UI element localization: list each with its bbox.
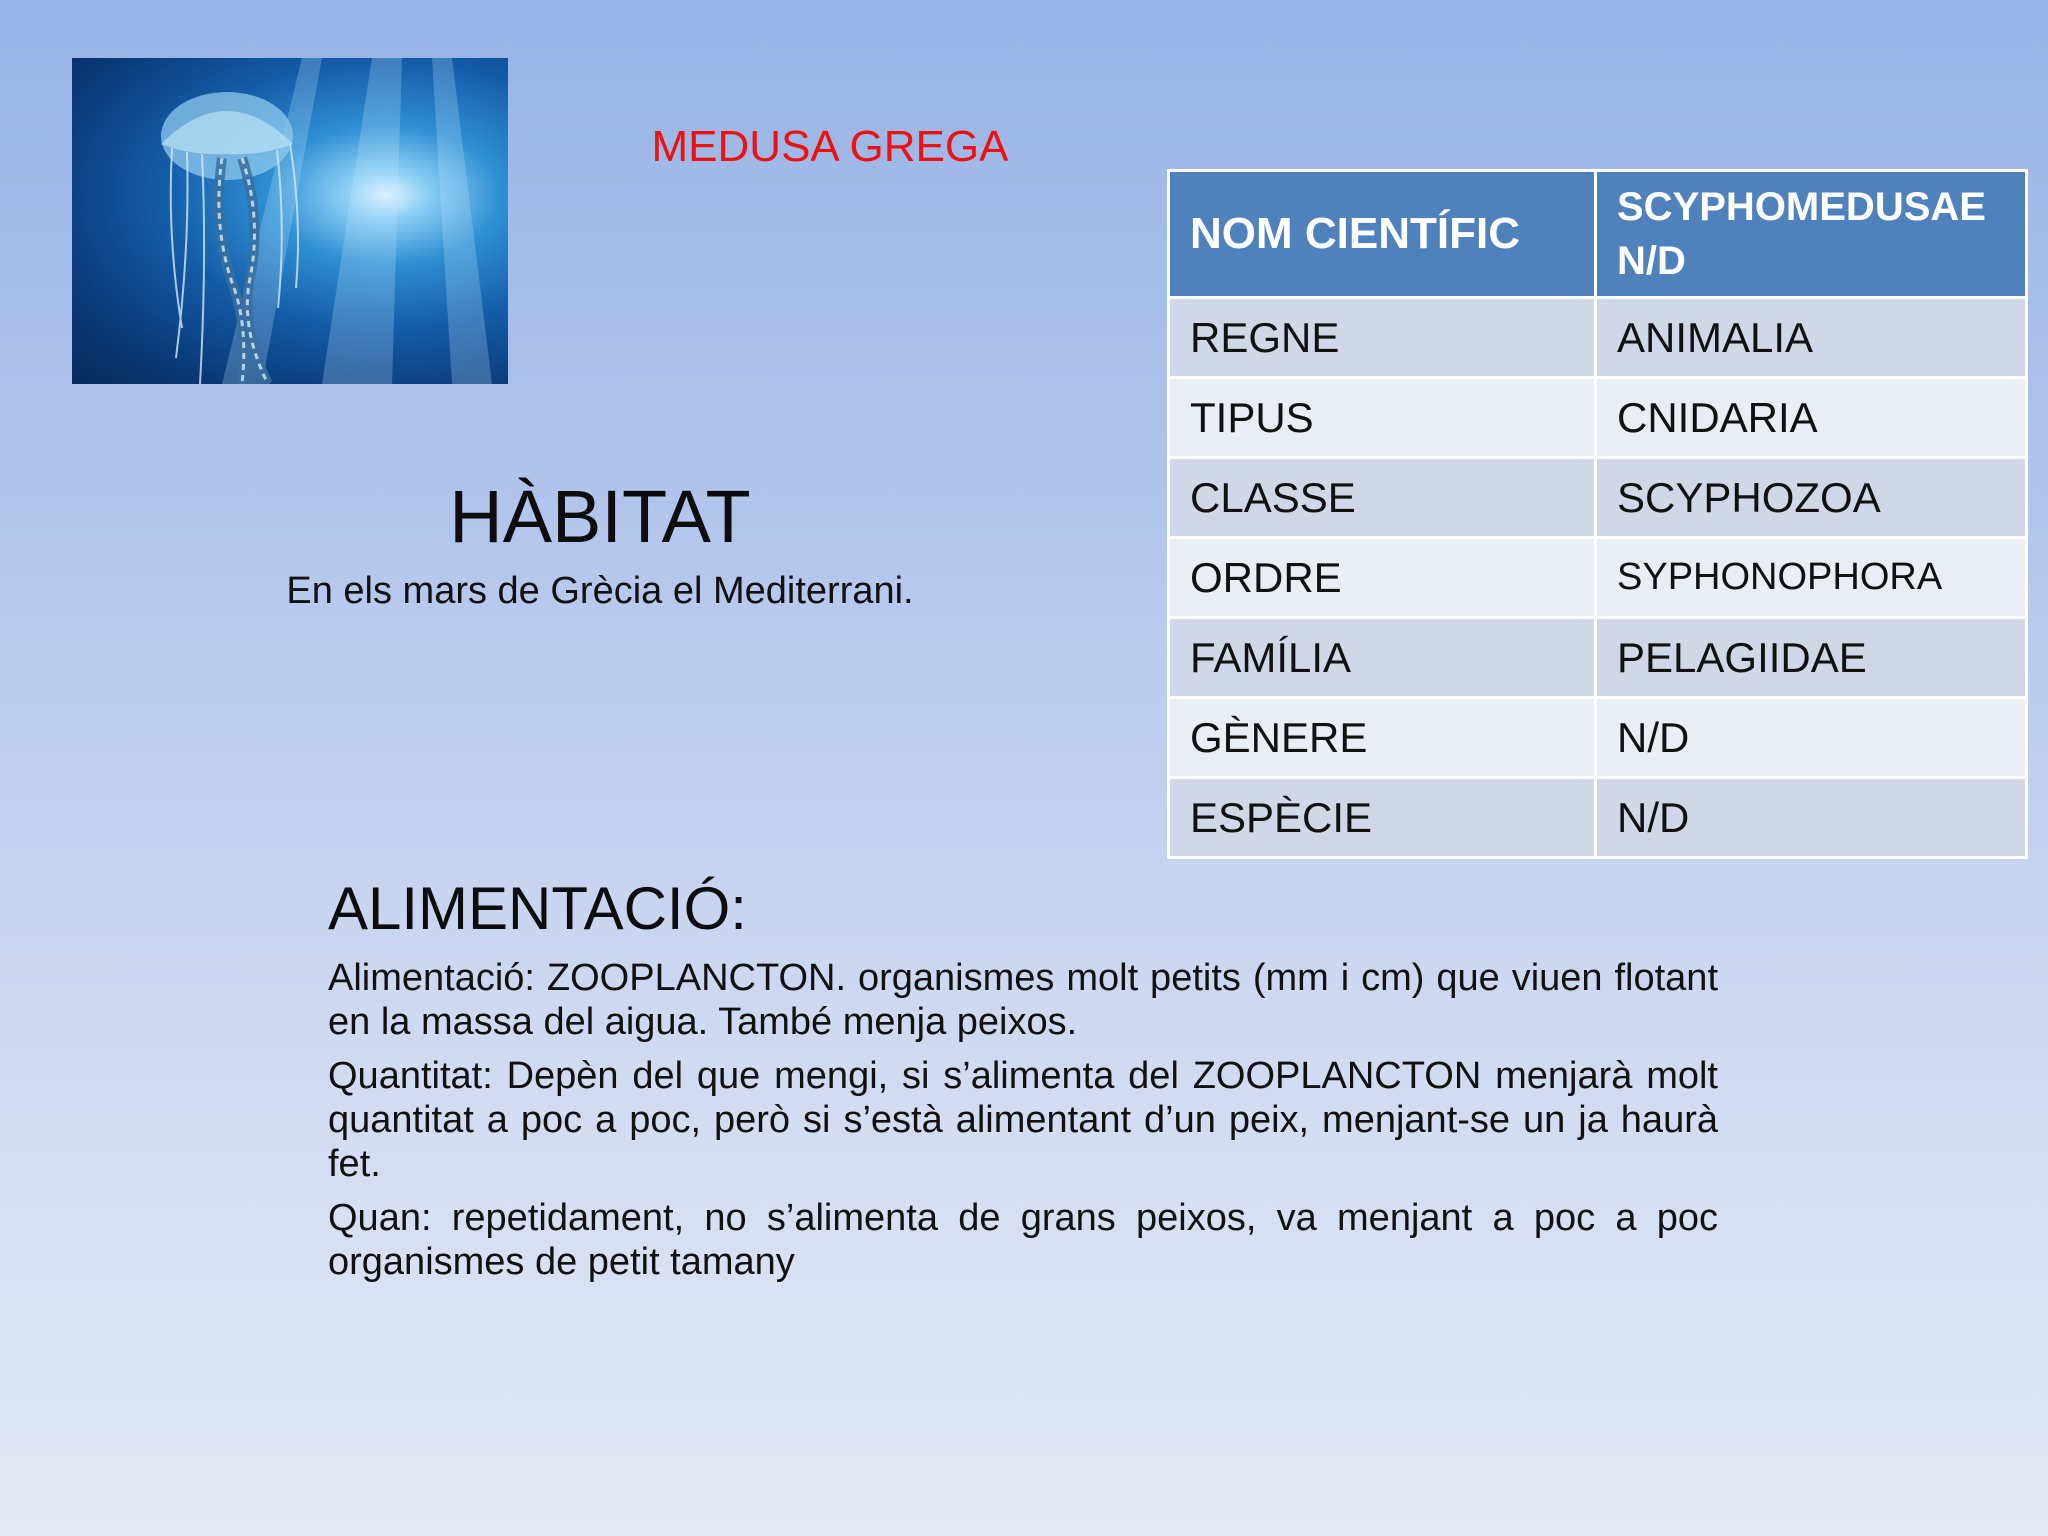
taxonomy-value: ANIMALIA xyxy=(1596,298,2027,378)
table-row xyxy=(1169,698,2027,778)
taxonomy-value: N/D xyxy=(1596,778,2027,858)
table-row xyxy=(1169,298,2027,378)
slide-title: MEDUSA GREGA xyxy=(651,122,1009,171)
table-row xyxy=(1169,378,2027,458)
taxonomy-value: CNIDARIA xyxy=(1596,378,2027,458)
taxonomy-key: CLASSE xyxy=(1169,458,1596,538)
scientific-name-label: NOM CIENTÍFIC xyxy=(1169,171,1596,298)
taxonomy-value: SCYPHOZOA xyxy=(1596,458,2027,538)
taxonomy-key: REGNE xyxy=(1169,298,1596,378)
jellyfish-illustration xyxy=(72,58,508,384)
table-row xyxy=(1169,778,2027,858)
habitat-heading: HÀBITAT xyxy=(449,475,751,558)
alimentacio-heading: ALIMENTACIÓ: xyxy=(328,875,747,942)
taxonomy-key: TIPUS xyxy=(1169,378,1596,458)
quan-paragraph: Quan: repetidament, no s’alimenta de grans peixos, va menjant a poc a poc organismes de petit tamany xyxy=(328,1197,1718,1283)
table-row xyxy=(1169,618,2027,698)
taxonomy-key: ORDRE xyxy=(1169,538,1596,618)
taxonomy-key: FAMÍLIA xyxy=(1169,618,1596,698)
taxonomy-header-row xyxy=(1169,171,2027,298)
taxonomy-value: SYPHONOPHORA xyxy=(1596,538,2027,618)
scientific-name-value: SCYPHOMEDUSAE N/D xyxy=(1596,171,2027,298)
alimentacio-paragraph: Alimentació: ZOOPLANCTON. organismes molt petits (mm i cm) que viuen flotant en la massa del aigua. També menja peixos. xyxy=(328,957,1718,1043)
taxonomy-key: GÈNERE xyxy=(1169,698,1596,778)
jellyfish-photo xyxy=(72,58,508,384)
table-row xyxy=(1169,458,2027,538)
taxonomy-key: ESPÈCIE xyxy=(1169,778,1596,858)
taxonomy-value: PELAGIIDAE xyxy=(1596,618,2027,698)
quantitat-paragraph: Quantitat: Depèn del que mengi, si s’alimenta del ZOOPLANCTON menjarà molt quantitat a poc a poc, però si s’està alimentant d’un peix, menjant-se un ja haurà fet. xyxy=(328,1055,1718,1185)
alimentacio-body xyxy=(328,956,1718,1294)
taxonomy-value: N/D xyxy=(1596,698,2027,778)
habitat-text: En els mars de Grècia el Mediterrani. xyxy=(286,570,914,612)
taxonomy-table xyxy=(1167,169,2028,859)
table-row xyxy=(1169,538,2027,618)
